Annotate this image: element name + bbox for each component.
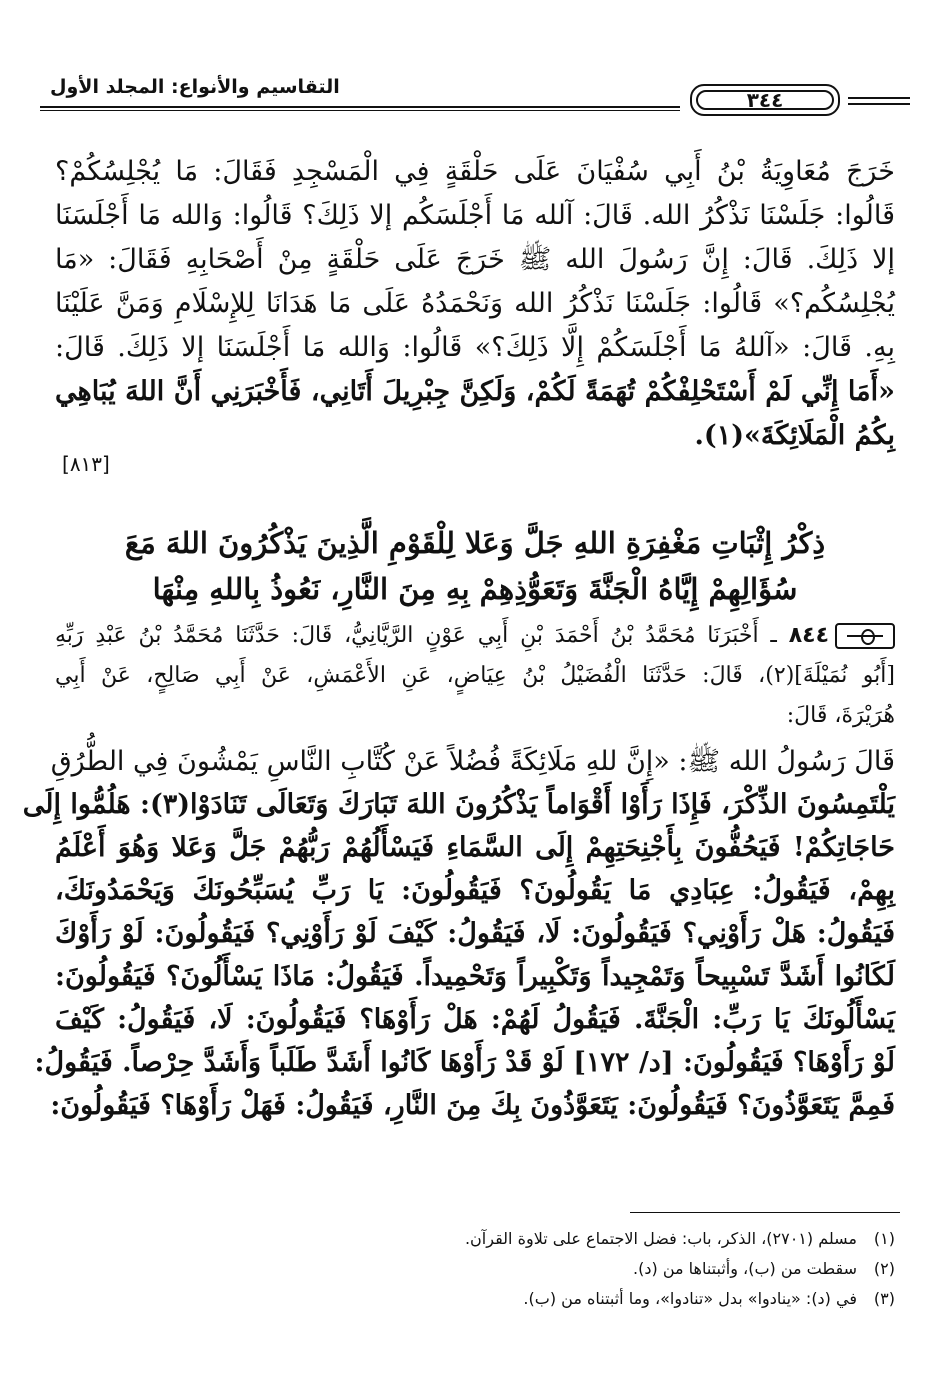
footnotes bbox=[55, 1224, 895, 1314]
text-line: خَرَجَ مُعَاوِيَةُ بْنُ أَبِي سُفْيَانَ عَلَى حَلْقَةٍ فِي الْمَسْجِدِ فَقَالَ: مَا يُجْلِسُكُمْ؟ bbox=[55, 156, 895, 187]
text-line: لَكَانُوا أَشَدَّ تَسْبِيحاً وَتَمْجِيداً وَتَكْبِيراً وَتَحْمِيداً. فَيَقُولُ: مَاذَا يَسْأَلُونَ؟ فَيَقُولُونَ: bbox=[55, 961, 895, 992]
footnote-number: (٣) bbox=[873, 1289, 895, 1308]
text-line: فَيَقُولُ: هَلْ رَأَوْنِي؟ فَيَقُولُونَ: لَا، فَيَقُولُ: كَيْفَ لَوْ رَأَوْنِي؟ فَيَقُولُونَ: لَوْ رَأَوْكَ bbox=[55, 918, 895, 949]
text-line: يَسْأَلُونَكَ يَا رَبِّ: الْجَنَّةَ. فَيَقُولُ لَهُمْ: هَلْ رَأَوْهَا؟ فَيَقُولُونَ: لَا، فَيَقُولُ: كَيْفَ bbox=[55, 1004, 895, 1035]
isnad-block bbox=[55, 616, 895, 736]
heading-line: سُؤَالِهِمْ إِيَّاهُ الْجَنَّةَ وَتَعَوُّذِهِمْ بِهِ مِنَ النَّارِ، نَعُوذُ بِاللهِ مِنْهَا bbox=[152, 572, 798, 606]
text-line: [أَبُو نُمَيْلَةَ](٢)، قَالَ: حَدَّثَنَا الْفُضَيْلُ بْنُ عِيَاضٍ، عَنِ الأَعْمَشِ، عَنْ أَبِي صَالِحٍ، عَنْ أَبِي bbox=[55, 663, 895, 688]
isnad-text: ـ أَخْبَرَنَا مُحَمَّدُ بْنُ أَحْمَدَ بْنِ أَبِي عَوْنٍ الرَّيَّانِيُّ، قَالَ: حَدَّثَنَا مُحَمَّدُ بْنُ عَبْدِ رَبِّهِ bbox=[55, 623, 777, 648]
header-rule bbox=[848, 103, 910, 105]
page-header bbox=[40, 70, 910, 120]
text-line: هُرَيْرَةَ، قَالَ: bbox=[786, 703, 895, 728]
header-rule bbox=[40, 110, 680, 111]
text-line: بِهِ. قَالَ: «آللهُ مَا أَجْلَسَكُمْ إِلَّا ذَلِكَ؟» قَالُوا: وَالله مَا أَجْلَسَنَا إلا ذَلِكَ. قَالَ: bbox=[55, 332, 895, 363]
text-line: حَاجَاتِكُمْ! فَيَحُفُّونَ بِأَجْنِحَتِهِمْ إِلَى السَّمَاءِ فَيَسْأَلُهُمْ رَبُّهُمْ جَلَّ وَعَلا وَهُوَ أَعْلَمُ bbox=[55, 832, 895, 863]
text-line: «أَمَا إِنِّي لَمْ أَسْتَحْلِفْكُمْ تُهَمَةً لَكُمْ، وَلَكِنَّ جِبْرِيلَ أَتَانِي، فَأَخْبَرَنِي أَنَّ اللهَ يُبَاهِي bbox=[55, 376, 895, 407]
text-line: بِكُمُ الْمَلَائِكَةَ»(١). bbox=[694, 420, 895, 451]
footnote-text: مسلم (٢٧٠١)، الذكر، باب: فضل الاجتماع على تلاوة القرآن. bbox=[464, 1229, 857, 1248]
heading-line: ذِكْرُ إِثْبَاتِ مَغْفِرَةِ اللهِ جَلَّ وَعَلا لِلْقَوْمِ الَّذِينَ يَذْكُرُونَ اللهَ مَعَ bbox=[124, 526, 826, 560]
paragraph-2 bbox=[22, 740, 895, 1127]
footnote-text: في (د): «ينادوا» بدل «تنادوا»، وما أثبتناه من (ب). bbox=[523, 1289, 857, 1308]
hadith-ornament-icon bbox=[835, 623, 895, 649]
paragraph-1 bbox=[55, 150, 895, 458]
footnote-number: (١) bbox=[873, 1229, 895, 1248]
footnote bbox=[55, 1284, 895, 1314]
footnote bbox=[55, 1254, 895, 1284]
text-line: يُجْلِسُكُم؟» قَالُوا: جَلَسْنَا نَذْكُرُ الله وَنَحْمَدُهُ عَلَى مَا هَدَانَا لِلإِسْلَامِ وَمَنَّ عَلَيْنَا bbox=[55, 288, 895, 319]
footnote bbox=[55, 1224, 895, 1254]
footnote-number: (٢) bbox=[873, 1259, 895, 1278]
footnote-divider bbox=[630, 1212, 900, 1213]
text-line: قَالُوا: جَلَسْنَا نَذْكُرُ الله. قَالَ: آلله مَا أَجْلَسَكُم إلا ذَلِكَ؟ قَالُوا: وَالله مَا أَجْلَسَنَا bbox=[55, 200, 895, 231]
header-rule bbox=[40, 106, 680, 108]
text-line: لَوْ رَأَوْهَا؟ فَيَقُولُونَ: [د/ ١٧٢] لَوْ قَدْ رَأَوْهَا كَانُوا أَشَدَّ طَلَباً وَأَشَدَّ حِرْصاً. فَيَقُولُ: bbox=[34, 1047, 895, 1078]
text-line: يَلْتَمِسُونَ الذِّكْرَ، فَإِذَا رَأَوْا أَقْوَاماً يَذْكُرُونَ اللهَ تَبَارَكَ وَتَعَالَى تَنَادَوْا(٣): هَلُمُّوا إِلَى bbox=[22, 789, 895, 820]
header-rule bbox=[848, 97, 910, 99]
text-line: بِهِمْ، فَيَقُولُ: عِبَادِي مَا يَقُولُونَ؟ فَيَقُولُونَ: يَا رَبِّ يُسَبِّحُونَكَ وَيَحْمَدُونَكَ، bbox=[55, 875, 895, 906]
hadith-reference: [٨١٣] bbox=[62, 452, 110, 476]
hadith-number: ٨٤٤ bbox=[788, 623, 830, 648]
text-line: فَمِمَّ يَتَعَوَّذُونَ؟ فَيَقُولُونَ: يَتَعَوَّذُونَ بِكَ مِنَ النَّارِ، فَيَقُولُ: فَهَلْ رَأَوْهَا؟ فَيَقُولُونَ: bbox=[50, 1090, 895, 1121]
page-number-frame bbox=[690, 84, 840, 116]
section-heading bbox=[90, 520, 860, 612]
text-line: قَالَ رَسُولُ الله ﷺ: «إِنَّ للهِ مَلَائِكَةً فُضُلاً عَنْ كُتَّابِ النَّاسِ يَمْشُونَ فِي الطُّرُقِ bbox=[50, 746, 895, 777]
text-line bbox=[55, 616, 895, 656]
text-line: إلا ذَلِكَ. قَالَ: إِنَّ رَسُولَ الله ﷺ خَرَجَ عَلَى حَلْقَةٍ مِنْ أَصْحَابِهِ فَقَالَ: «مَا bbox=[55, 244, 895, 275]
footnote-text: سقطت من (ب)، وأثبتناها من (د). bbox=[633, 1259, 857, 1278]
running-title: التقاسيم والأنواع: المجلد الأول bbox=[50, 76, 340, 98]
page-number: ٣٤٤ bbox=[696, 90, 834, 110]
